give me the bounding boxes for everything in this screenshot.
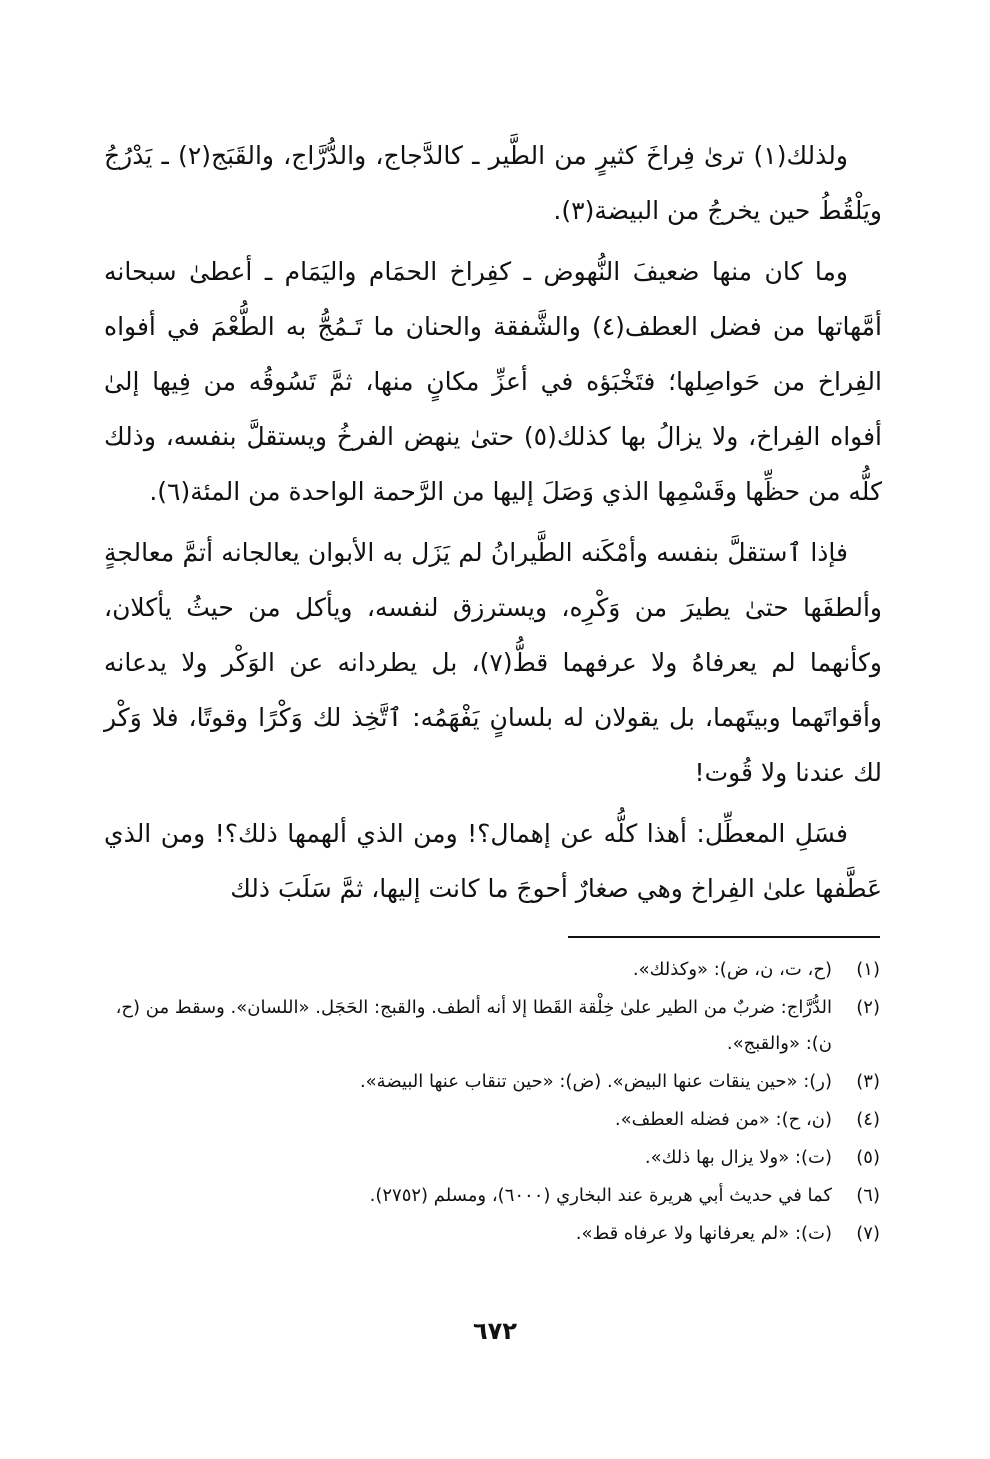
footnote-number: (٤) [856,1109,880,1130]
footnote [104,1064,880,1100]
footnotes [104,952,880,1254]
footnote-separator [568,936,880,938]
footnote-text: (ر): «حين ينقات عنها البيض». (ض): «حين تنقاب عنها البيضة». [359,1071,832,1092]
footnote-text: (ح، ت، ن، ض): «وكذلك». [632,959,832,980]
paragraph: فسَلِ المعطِّل: أهذا كلُّه عن إهمال؟! ومن الذي ألهمها ذلك؟! ومن الذي عَطَّفها علىٰ الفِراخ وهي صغارٌ أحوجَ ما كانت إليها، ثمَّ سَلَبَ ذلك [104,819,882,903]
page-number: ٦٧٢ [473,1317,517,1345]
footnote-number: (٦) [856,1185,880,1206]
footnote [104,1102,880,1138]
paragraph: ولذلك(١) ترىٰ فِراخَ كثيرٍ من الطَّير ـ كالدَّجاج، والدُّرَّاج، والقَبَج(٢) ـ يَدْرُجُ ويَلْقُطُ حين يخرجُ من البيضة(٣). [104,141,882,225]
footnote-number: (٥) [856,1147,880,1168]
footnote-text: كما في حديث أبي هريرة عند البخاري (٦٠٠٠)، ومسلم (٢٧٥٢). [369,1185,832,1206]
footnote-number: (٣) [856,1071,880,1092]
main-text [104,128,882,922]
footnote-text: (ت): «لم يعرفانها ولا عرفاه قط». [575,1223,832,1244]
footnote [104,990,880,1062]
footnote [104,1140,880,1176]
footnote-number: (١) [856,959,880,980]
paragraph: فإذا ٱستقلَّ بنفسه وأمْكَنه الطَّيرانُ لم يَزَل به الأبوان يعالجانه أتمَّ معالجةٍ وألطفَها حتىٰ يطيرَ من وَكْرِه، ويسترزق لنفسه، ويأكل من حيثُ يأكلان، وكأنهما لم يعرفاهُ ولا عرفهما قطُّ(٧)، بل يطردانه عن الوَكْر ولا يدعانه وأقواتَهما وبيتَهما، بل يقولان له بلسانٍ يَفْهَمُه: ٱتَّخِذ لك وَكْرًا وقوتًا، فلا وَكْر لك عندنا ولا قُوت! [104,538,882,787]
footnote-number: (٧) [856,1223,880,1244]
footnote-text: (ن، ح): «من فضله العطف». [614,1109,832,1130]
footnote-text: الدُّرَّاج: ضربٌ من الطير علىٰ خِلْقة القَطا إلا أنه ألطف. والقبج: الحَجَل. «اللسان». وسقط من (ح، ن): «والقبج». [115,997,832,1054]
footnote [104,952,880,988]
footnote-number: (٢) [856,997,880,1018]
footnote [104,1178,880,1214]
footnote-text: (ت): «ولا يزال بها ذلك». [644,1147,832,1168]
paragraph: وما كان منها ضعيفَ النُّهوض ـ كفِراخ الحمَام واليَمَام ـ أعطىٰ سبحانه أمَّهاتها من فضل العطف(٤) والشَّفقة والحنان ما تَـمُجُّ به الطُّعْمَ في أفواه الفِراخ من حَواصِلها؛ فتَخْبَؤه في أعزِّ مكانٍ منها، ثمَّ تَسُوقُه من فِيها إلىٰ أفواه الفِراخ، ولا يزالُ بها كذلك(٥) حتىٰ ينهض الفرخُ ويستقلَّ بنفسه، وذلك كلُّه من حظِّها وقَسْمِها الذي وَصَلَ إليها من الرَّحمة الواحدة من المئة(٦). [104,257,882,506]
footnote [104,1216,880,1252]
